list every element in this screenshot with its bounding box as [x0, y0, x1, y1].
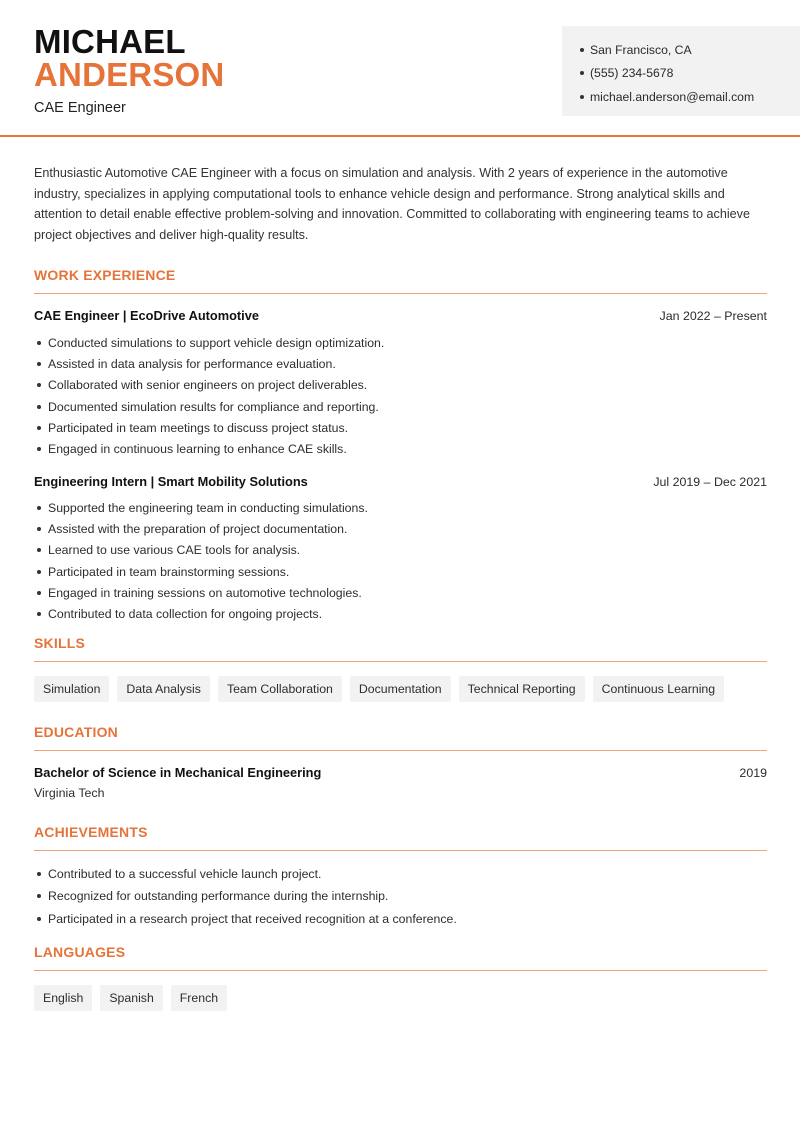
job-entry-title: Engineering Intern | Smart Mobility Solutions — [34, 473, 308, 489]
entry-header — [34, 474, 767, 489]
achievements-section — [34, 824, 767, 931]
list-item-text: Documented simulation results for compliance and reporting. — [48, 399, 379, 414]
skill-tag: Documentation — [350, 676, 451, 702]
language-tags — [34, 985, 767, 1011]
bullet-icon — [37, 894, 41, 898]
graduation-year: 2019 — [739, 765, 767, 780]
language-tag: English — [34, 985, 92, 1011]
bullet-icon — [37, 570, 41, 574]
contact-box — [562, 26, 800, 116]
entry-header — [34, 308, 767, 323]
list-item-text: Participated in team brainstorming sessions. — [48, 564, 290, 579]
list-item — [34, 354, 767, 375]
job-entry-title: CAE Engineer | EcoDrive Automotive — [34, 308, 259, 324]
section-title-achievements: ACHIEVEMENTS — [34, 824, 767, 851]
skills-tags — [34, 676, 767, 702]
skill-tag: Continuous Learning — [593, 676, 725, 702]
skill-tag: Data Analysis — [117, 676, 210, 702]
list-item — [34, 540, 767, 561]
list-item — [34, 561, 767, 582]
list-item — [34, 908, 767, 931]
work-entry — [34, 474, 767, 625]
bullet-icon — [37, 383, 41, 387]
list-item — [34, 332, 767, 353]
list-item-text: Assisted in data analysis for performance evaluation. — [48, 357, 336, 372]
skill-tag: Team Collaboration — [218, 676, 342, 702]
contact-location — [580, 38, 800, 62]
section-title-education: EDUCATION — [34, 724, 767, 751]
bullet-icon — [37, 426, 41, 430]
list-item-text: Engaged in training sessions on automotive technologies. — [48, 585, 362, 600]
bullet-icon — [37, 405, 41, 409]
list-item-text: Contributed to data collection for ongoing projects. — [48, 607, 323, 622]
bullet-icon — [37, 447, 41, 451]
contact-email — [580, 85, 800, 109]
list-item-text: Participated in team meetings to discuss project status. — [48, 420, 349, 435]
work-experience-section — [34, 267, 767, 624]
skill-tag: Simulation — [34, 676, 109, 702]
list-item — [34, 863, 767, 886]
job-bullets — [34, 498, 767, 625]
bullet-icon — [580, 95, 584, 99]
contact-phone-text: (555) 234-5678 — [590, 66, 674, 81]
contact-email-text: michael.anderson@email.com — [590, 89, 755, 104]
degree-title: Bachelor of Science in Mechanical Engineering — [34, 764, 322, 780]
job-entry-dates: Jul 2019 – Dec 2021 — [653, 474, 767, 489]
resume-header — [0, 0, 800, 137]
skills-section — [34, 635, 767, 702]
list-item-text: Participated in a research project that received recognition at a conference. — [48, 911, 457, 926]
list-item — [34, 438, 767, 459]
education-section — [34, 724, 767, 800]
language-tag: French — [171, 985, 227, 1011]
list-item-text: Learned to use various CAE tools for analysis. — [48, 543, 301, 558]
summary-paragraph: Enthusiastic Automotive CAE Engineer with a focus on simulation and analysis. With 2 years of experience in the automotive industry, specializes in applying computational tools to enhance vehicle design and performance. Strong analytical skills and attention to detail enable effective problem-solving and innovation. Committed to collaborating with engineering teams to achieve project objectives and deliver high-quality results. — [34, 166, 750, 242]
job-entry-dates: Jan 2022 – Present — [659, 309, 767, 324]
list-item-text: Recognized for outstanding performance during the internship. — [48, 889, 389, 904]
achievement-bullets — [34, 863, 767, 931]
list-item-text: Collaborated with senior engineers on project deliverables. — [48, 378, 368, 393]
job-bullets — [34, 332, 767, 459]
list-item-text: Supported the engineering team in conducting simulations. — [48, 501, 368, 516]
section-title-skills: SKILLS — [34, 635, 767, 662]
section-title-languages: LANGUAGES — [34, 944, 767, 971]
list-item — [34, 498, 767, 519]
section-title-work: WORK EXPERIENCE — [34, 267, 767, 294]
work-entry — [34, 308, 767, 459]
list-item — [34, 582, 767, 603]
list-item-text: Conducted simulations to support vehicle design optimization. — [48, 335, 385, 350]
bullet-icon — [580, 48, 584, 52]
first-name: MICHAEL — [34, 23, 186, 60]
list-item — [34, 375, 767, 396]
list-item-text: Assisted with the preparation of project documentation. — [48, 522, 348, 537]
contact-phone — [580, 62, 800, 86]
list-item-text: Contributed to a successful vehicle launch project. — [48, 866, 322, 881]
list-item — [34, 885, 767, 908]
languages-section — [34, 944, 767, 1011]
list-item — [34, 396, 767, 417]
bullet-icon — [37, 527, 41, 531]
list-item — [34, 519, 767, 540]
bullet-icon — [37, 872, 41, 876]
bullet-icon — [37, 917, 41, 921]
bullet-icon — [37, 506, 41, 510]
skill-tag: Technical Reporting — [459, 676, 585, 702]
school-name: Virginia Tech — [34, 785, 105, 800]
language-tag: Spanish — [100, 985, 162, 1011]
list-item — [34, 417, 767, 438]
bullet-icon — [580, 71, 584, 75]
bullet-icon — [37, 591, 41, 595]
bullet-icon — [37, 612, 41, 616]
bullet-icon — [37, 362, 41, 366]
resume-body — [34, 163, 767, 1025]
list-item-text: Engaged in continuous learning to enhance CAE skills. — [48, 441, 347, 456]
contact-location-text: San Francisco, CA — [590, 42, 692, 57]
education-header — [34, 765, 767, 780]
list-item — [34, 603, 767, 624]
last-name: ANDERSON — [34, 56, 225, 93]
bullet-icon — [37, 341, 41, 345]
job-title: CAE Engineer — [34, 100, 126, 116]
bullet-icon — [37, 548, 41, 552]
